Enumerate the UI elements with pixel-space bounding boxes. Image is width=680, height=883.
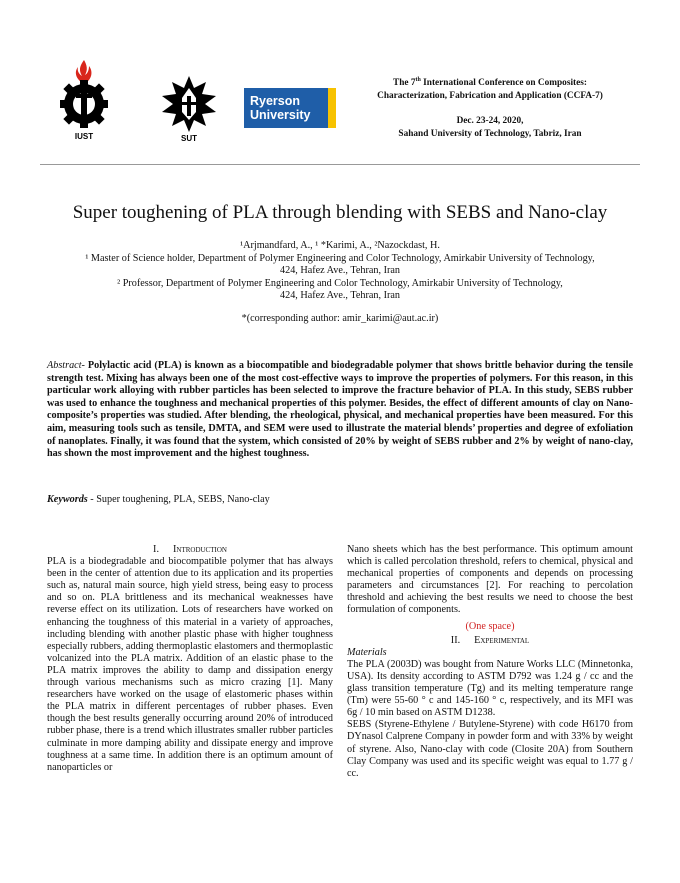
conference-venue: Sahand University of Technology, Tabriz, Iran	[398, 129, 582, 140]
authors-block	[40, 240, 640, 326]
conference-line1-sup: th	[415, 77, 421, 83]
materials-paragraph-2: SEBS (Styrene-Ethylene / Butylene-Styrene) with code H6170 from DYnasol Calprene Company in powder form and with 33% by weight of styrene. Also, Nano-clay with code (Closite 20A) from Southern Clay Company was used and its specific weight was equal to 1.77 g / cc.	[347, 719, 633, 779]
abstract	[47, 360, 633, 461]
conference-line1-pre: The 7	[393, 78, 416, 89]
intro-paragraph: PLA is a biodegradable and biocompatible polymer that has always been in the center of attention due to its application and its properties such as, natural main source, high yield stress, being easy to process and so on. PLA brittleness and its mechanical weaknesses have reverse effect on its utilization. Lots of researchers have worked on enhancing the toughness of this material in a variety of approaches, including blending with another plastic phase with higher toughness especially rubbers, adding thermoplastic elastomers and thermoplastic volcanized into the PLA matrix. Addition of an elastic phase to the PLA matrix improves the ability to damp and dissipation energy through various mechanisms such as micro crazing [1]. Many researchers have worked on the usage of elastomeric phases within the PLA matrix in different percentages of rubber phases. Even though the best results generally occurring around 20% of introduced rubber phase, there is a trend which illustrates smaller rubber particles culminate in more damping ability and dissipate energy and improve toughness at a same time. In addition there is an optimum amount of nanoparticles or	[47, 556, 334, 773]
experimental-heading-text: Experimental	[474, 634, 530, 646]
ryerson-line2: University	[250, 108, 311, 122]
experimental-heading-number: II.	[450, 634, 461, 646]
intro-continuation: Nano sheets which has the best performance. This optimum amount which is called percolation threshold, refers to chemical, physical and mechanical properties of components and depends on processing parameters and circumstances [2]. For reaching to percolation threshold and achieving the best results we need to choose the best formulation of components.	[347, 544, 633, 616]
intro-heading-number: I.	[153, 544, 159, 555]
keywords-label: Keywords	[47, 494, 88, 505]
materials-subheading: Materials	[347, 646, 387, 658]
ryerson-logo-icon	[244, 88, 328, 128]
conference-dates: Dec. 23-24, 2020,	[456, 116, 524, 127]
experimental-heading	[347, 635, 633, 647]
iust-logo	[52, 58, 116, 144]
paper-title: Super toughening of PLA through blending with SEBS and Nano-clay	[72, 202, 608, 223]
abstract-label: Abstract-	[47, 360, 85, 371]
author-list: ¹Arjmandfard, A., ¹ *Karimi, A., ²Nazockdast, H.	[240, 240, 440, 251]
conference-line2: Characterization, Fabrication and Application (CCFA-7)	[377, 91, 603, 102]
one-space-note: (One space)	[465, 620, 515, 632]
affiliation-2-line2: 424, Hafez Ave., Tehran, Iran	[280, 290, 400, 302]
sut-caption: SUT	[181, 134, 197, 143]
affiliation-2-line1: ² Professor, Department of Polymer Engineering and Color Technology, Amirkabir University of Technology,	[117, 277, 563, 289]
conference-info	[340, 74, 640, 141]
right-column	[347, 544, 633, 780]
keywords-text: - Super toughening, PLA, SEBS, Nano-clay	[87, 494, 270, 505]
conference-line1	[340, 74, 640, 90]
iust-gear-torch-icon	[52, 58, 116, 132]
keywords	[47, 494, 633, 507]
intro-heading-text: Introduction	[173, 544, 227, 555]
conference-line1-post: International Conference on Composites:	[420, 78, 587, 89]
materials-paragraph-1: The PLA (2003D) was bought from Nature Works LLC (Minnetonka, USA). Its density according to ASTM D792 was 1.24 g / cc and the glass transition temperature (Tg) and its melting temperature range (Tm) were 55-60 ° c and 145-160 ° c, respectively, and its MFI was 6g / 10 min based on ASTM D1238.	[347, 658, 633, 719]
corresponding-author: *(corresponding author: amir_karimi@aut.ac.ir)	[241, 312, 439, 324]
abstract-text: Polylactic acid (PLA) is known as a biocompatible and biodegradable polymer that shows brittle behavior during the tensile strength test. Mixing has always been one of the most cost-effective ways to improve the properties of polymers. For this reason, in this particular work alloying with rubber particles has been selected to improve the fracture behavior of PLA. In this study, SEBS rubber was used to enhance the toughness and mechanical properties of this polymer. Besides, the effect of different amounts of clay on Nano-composite’s properties was studied. After blending, the rheological, physical, and mechanical properties have been measured. For this aim, measuring tools such as tensile, DMTA, and SEM were used to illustrate the material blends’ properties and degree of exfoliation of nanoplates. Finally, it was found that the system, which consisted of 20% by weight of SEBS rubber and 2% by weight of nano-clay, has shown the most improvement and the highest toughness.	[47, 360, 633, 460]
header-divider	[40, 164, 640, 165]
affiliation-1-line1: ¹ Master of Science holder, Department of Polymer Engineering and Color Technology, Amirkabir University of Technology,	[85, 252, 595, 264]
sut-emblem-icon	[158, 74, 220, 134]
affiliation-1-line2: 424, Hafez Ave., Tehran, Iran	[280, 265, 400, 277]
intro-heading	[47, 544, 333, 556]
ryerson-line1: Ryerson	[250, 94, 301, 108]
left-column	[47, 544, 333, 774]
iust-caption: IUST	[74, 132, 94, 141]
ryerson-accent-bar	[328, 88, 336, 128]
ryerson-logo	[244, 88, 336, 128]
sut-logo	[158, 74, 220, 146]
